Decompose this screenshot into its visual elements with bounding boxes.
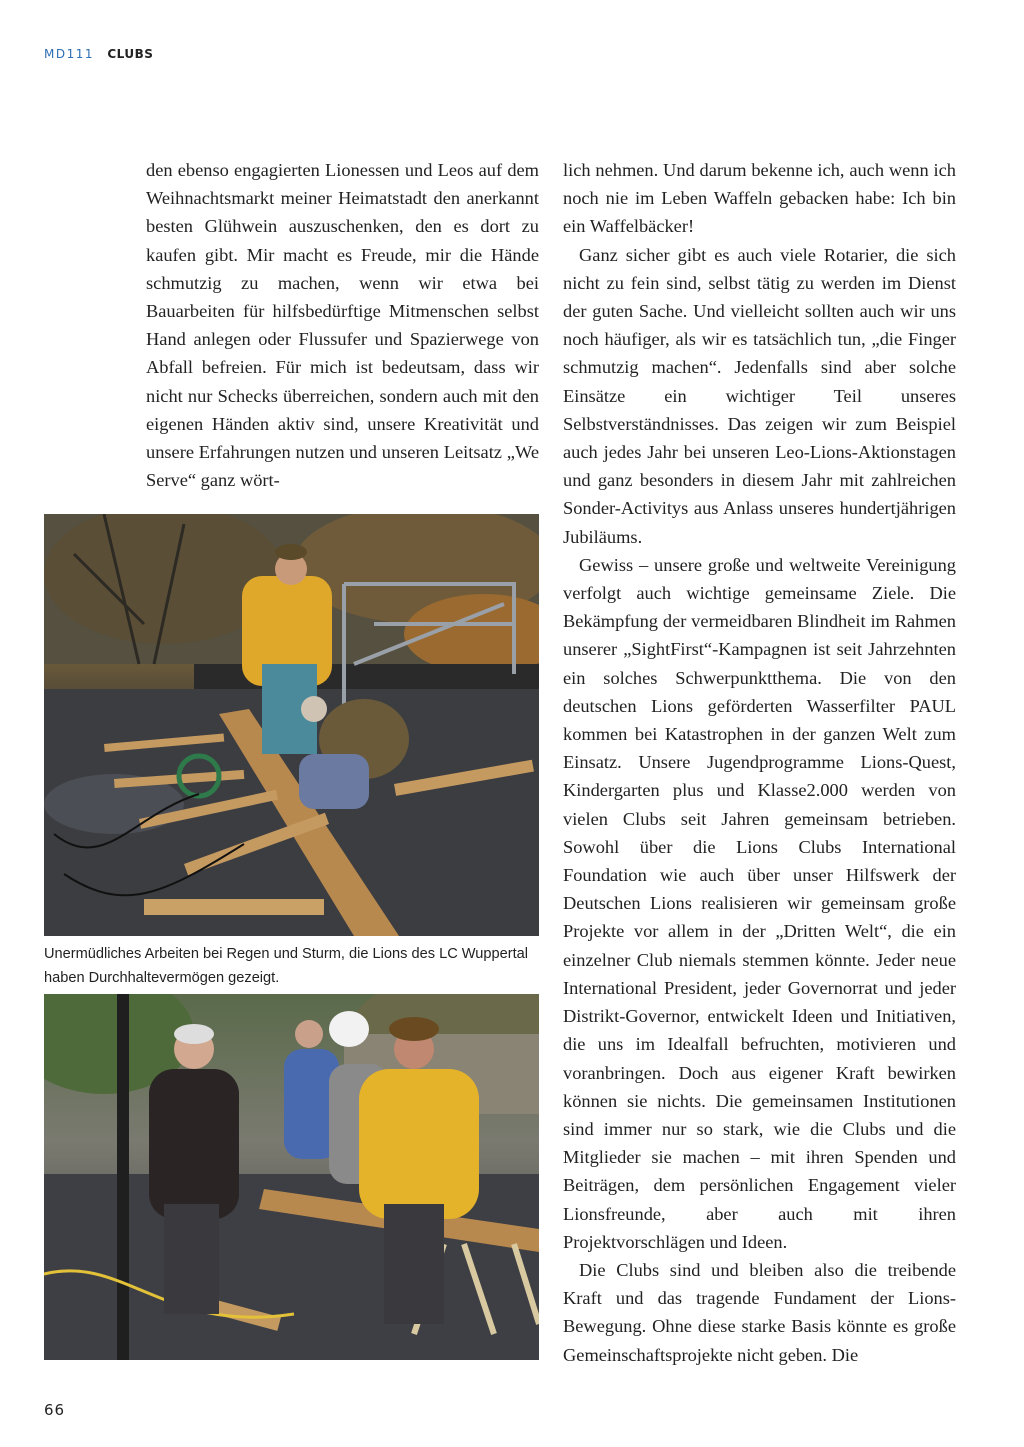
running-header bbox=[44, 47, 153, 61]
paragraph: Gewiss – unsere große und weltweite Vereinigung verfolgt auch wichtige gemeinsame Ziele. Die Bekämpfung der vermeidbaren Blindheit im Rahmen unserer „SightFirst“-Kampagnen ist seit Jahrzehnten ein solches Schwerpunktthema. Die von den deutschen Lions geförderten Wasserfilter PAUL kommen bei Katastrophen in der ganzen Welt zum Einsatz. Unsere Jugendprogramme Lions-Quest, Kindergarten plus und Klasse2.000 werden von vielen Clubs seit Jahren gemeinsam betrieben. Sowohl über die Lions Clubs International Foundation wie auch über unser Hilfswerk der Deutschen Lions realisieren wir gemeinsam große Projekte vor allem in der „Dritten Welt“, die ein einzelner Club niemals stemmen könnte. Jeder neue International President, jeder Governorrat und jeder Distrikt-Governor, entwickelt Ideen und Initiativen, die uns im Idealfall befruchten, motivieren und voranbringen. Doch aus eigener Kraft bewirken können sie nichts. Die gemeinsamen Institutionen sind immer nur so stark, wie die Clubs und die Mitglieder sie machen – mit ihren Spenden und Beiträgen, dem persönlichen Engagement vieler Lionsfreunde, aber auch mit ihren Projektvorschlägen und Ideen. bbox=[563, 554, 956, 1252]
paragraph: lich nehmen. Und darum bekenne ich, auch wenn ich noch nie im Leben Waffeln gebacken habe: Ich bin ein Waffelbäcker! bbox=[563, 160, 956, 237]
paragraph: Ganz sicher gibt es auch viele Rotarier, die sich nicht zu fein sind, selbst tätig zu werden im Dienst der guten Sache. Und vielleicht sollten auch wir uns noch häufiger, als wir es tatsächlich tun, „die Finger schmutzig machen“. Jedenfalls sind aber solche Einsätze ein wichtiger Teil unseres Selbstverständnisses. Das zeigen wir zum Beispiel auch jedes Jahr bei unseren Leo-Lions-Aktionstagen und ganz besonders in diesem Jahr mit zahlreichen Sonder-Activitys aus Anlass unseres hundertjährigen Jubiläums. bbox=[563, 244, 956, 547]
right-text-column bbox=[563, 156, 956, 1369]
rooftop-photo-illustration bbox=[44, 514, 539, 936]
paragraph: Die Clubs sind und bleiben also die treibende Kraft und das tragende Fundament der Lions-Bewegung. Ohne diese starke Basis könnte es große Gemeinschaftsprojekte nicht geben. Die bbox=[563, 1259, 956, 1365]
paragraph: den ebenso engagierten Lionessen und Leos auf dem Weihnachtsmarkt meiner Heimatstadt den anerkannt besten Glühwein auszuschenken, den es dort zu kaufen gibt. Mir macht es Freude, mir die Hände schmutzig zu machen, wenn wir etwa bei Bauarbeiten für hilfsbedürftige Mitmenschen selbst Hand anlegen oder Flussufer und Spazierwege von Abfall befreien. Für mich ist bedeutsam, dass wir nicht nur Schecks überreichen, sondern auch mit den eigenen Händen aktiv sind, unsere Kreativität und unsere Erfahrungen nutzen und unseren Leitsatz „We Serve“ ganz wört- bbox=[146, 160, 539, 491]
sawing-photo-illustration bbox=[44, 994, 539, 1360]
photo-sawing-wood bbox=[44, 994, 539, 1360]
page-number: 66 bbox=[44, 1401, 66, 1419]
left-text-column bbox=[146, 156, 539, 494]
section-label: CLUBS bbox=[107, 47, 154, 61]
district-label: MD111 bbox=[44, 47, 94, 61]
photo-caption: Unermüdliches Arbeiten bei Regen und Sturm, die Lions des LC Wuppertal haben Durchhaltevermögen gezeigt. bbox=[44, 946, 529, 986]
photo-rooftop-construction bbox=[44, 514, 539, 936]
